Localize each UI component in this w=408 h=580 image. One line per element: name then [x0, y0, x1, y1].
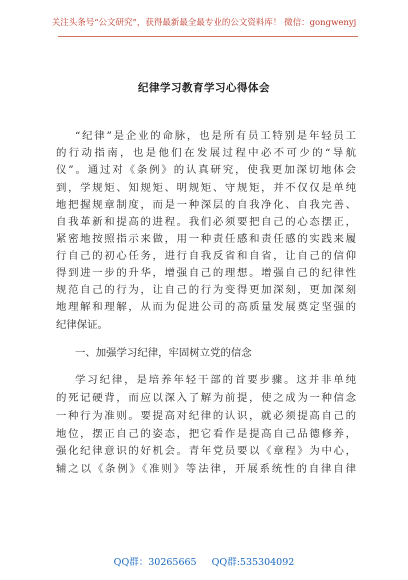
body-line: 得到进一步的升华，增强自己的理想。增强自己的纪律性 — [56, 267, 356, 279]
header-divider — [58, 36, 358, 37]
body-line: 仪”。通过对《条例》的认真研究，使我更加深切地体会 — [56, 164, 356, 176]
header-promo-text: 关注头条号“公文研究”，获得最新最全最专业的公文资料库！ 微信：gongwenyj — [51, 18, 357, 28]
footer-qq-group-2: QQ群:535304092 — [211, 557, 295, 568]
body-line: 强化纪律意识的好机会。青年党员要以《章程》为中心， — [56, 445, 356, 457]
footer-qq-group-1: QQ群：30265665 — [113, 557, 197, 568]
body-line: 到，学规矩、知规矩、明规矩、守规矩，并不仅仅是单纯 — [56, 182, 356, 194]
body-line: 辅之以《条例》《准则》等法律，开展系统性的自律自律 — [56, 463, 356, 475]
body-line: 的死记硬背，而应以深入了解为前提，使之成为一种信念 — [56, 392, 356, 404]
body-line: 的行动指南，也是他们在发展过程中必不可少的“导航 — [56, 147, 356, 159]
body-line: 自我革新和提高的进程。我们必须要把自己的心态摆正， — [56, 216, 356, 228]
body-line: 学习纪律，是培养年轻干部的首要步骤。这并非单纯 — [75, 374, 356, 386]
body-line: 地把握规章制度，而是一种深层的自我净化、自我完善、 — [56, 199, 356, 211]
document-title: 纪律学习教育学习心得体会 — [138, 82, 270, 94]
body-line: 行自己的初心任务，进行自我反省和自省，让自己的信仰 — [56, 250, 356, 262]
body-line: 纪律保证。 — [56, 319, 108, 331]
body-line: “纪律”是企业的命脉，也是所有员工特别是年轻员工 — [75, 130, 356, 142]
body-line: 规范自己的行为，让自己的行为变得更加深刻，更加深刻 — [56, 284, 356, 296]
body-line: 一种行为准则。要提高对纪律的认识，就必须提高自己的 — [56, 410, 356, 422]
body-line: 地理解和理解，从而为促进公司的高质量发展奠定坚强的 — [56, 301, 356, 313]
section-heading: 一、加强学习纪律，牢固树立党的信念 — [75, 347, 252, 359]
body-line: 紧密地按照指示来做，用一种责任感和责任感的实践来履 — [56, 233, 356, 245]
body-line: 地位，摆正自己的姿态，把它看作是提高自己品德修养， — [56, 428, 356, 440]
footer-contact — [0, 554, 408, 568]
